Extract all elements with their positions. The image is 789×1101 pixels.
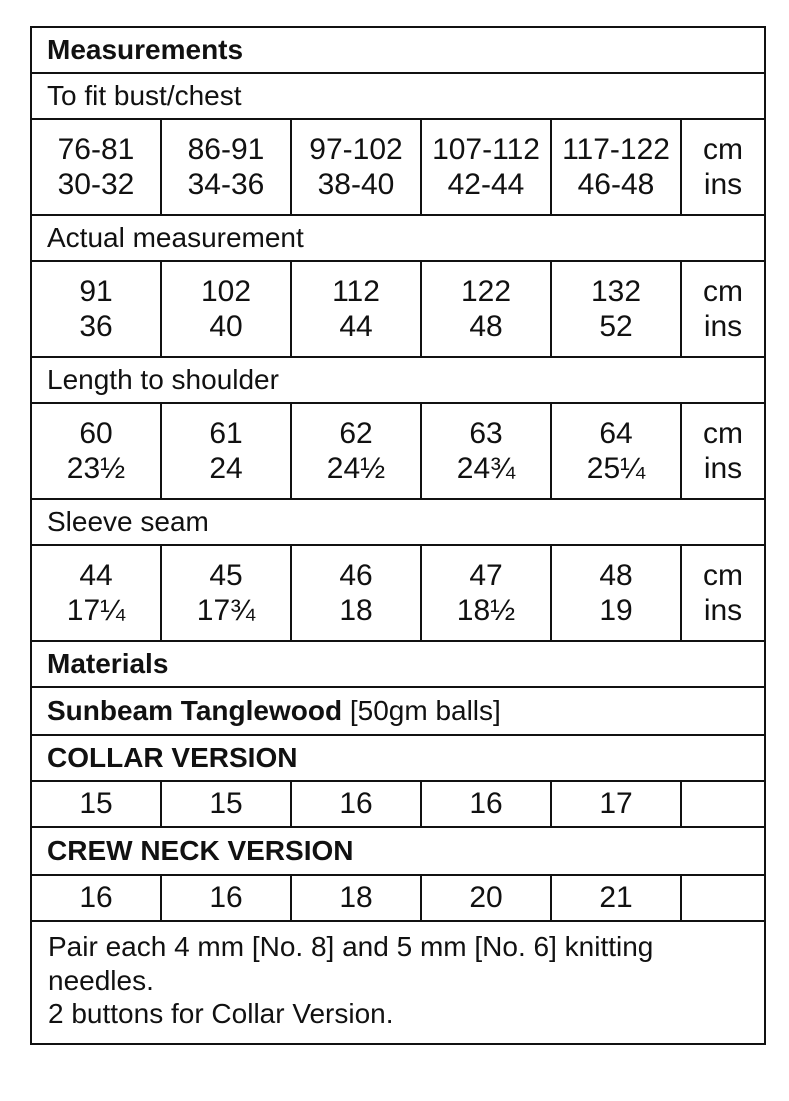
ins-value: 30-32	[57, 168, 135, 201]
yarn-line	[32, 688, 764, 736]
version-label: CREW NECK VERSION	[47, 835, 354, 866]
size-cell	[292, 404, 422, 498]
empty-cell	[682, 876, 764, 920]
ins-value: 18½	[456, 594, 516, 627]
measurements-table	[30, 26, 766, 1045]
unit-cell	[682, 546, 764, 640]
size-cell	[32, 546, 162, 640]
size-cell	[292, 120, 422, 214]
cm-value: 61	[209, 416, 243, 450]
ins-value: 36	[79, 310, 113, 343]
ins-value: 19	[599, 594, 633, 627]
yarn-name: Sunbeam Tanglewood	[47, 695, 343, 726]
note-line: 2 buttons for Collar Version.	[48, 998, 394, 1030]
ball-count-cell	[162, 876, 292, 920]
ins-value: 18	[339, 594, 373, 627]
notes	[32, 922, 764, 1043]
unit-cell	[682, 404, 764, 498]
collar-version-row	[32, 782, 764, 828]
cm-value: 44	[79, 558, 113, 592]
ball-count-cell	[292, 876, 422, 920]
size-cell	[422, 404, 552, 498]
cm-value: 86-91	[187, 132, 265, 166]
cm-value: 91	[79, 274, 113, 308]
section-label-length	[32, 358, 764, 404]
section-label-text: Actual measurement	[47, 222, 304, 253]
note-line: needles.	[48, 964, 154, 996]
unit-ins: ins	[703, 310, 743, 343]
size-cell	[292, 262, 422, 356]
ins-value: 24¾	[456, 452, 516, 485]
unit-cell	[682, 120, 764, 214]
unit-cell	[682, 262, 764, 356]
size-cell	[552, 120, 682, 214]
unit-ins: ins	[703, 168, 743, 201]
size-row-sleeve	[32, 546, 764, 642]
ball-count-cell	[162, 782, 292, 826]
section-label-sleeve	[32, 500, 764, 546]
size-cell	[552, 404, 682, 498]
ins-value: 46-48	[577, 168, 655, 201]
cm-value: 112	[332, 274, 380, 308]
unit-cm: cm	[703, 558, 743, 592]
ball-count: 17	[599, 787, 633, 821]
size-cell	[162, 404, 292, 498]
size-cell	[32, 120, 162, 214]
ball-count-cell	[32, 782, 162, 826]
ball-count-cell	[552, 782, 682, 826]
ball-count: 15	[79, 787, 113, 821]
unit-ins: ins	[703, 594, 743, 627]
measurements-heading-text: Measurements	[47, 34, 244, 65]
size-cell	[32, 262, 162, 356]
cm-value: 117-122	[562, 132, 670, 166]
collar-version-heading	[32, 736, 764, 782]
cm-value: 46	[339, 558, 373, 592]
ball-count-cell	[422, 876, 552, 920]
ins-value: 34-36	[187, 168, 265, 201]
ball-count: 16	[339, 787, 373, 821]
size-cell	[422, 262, 552, 356]
section-label-actual	[32, 216, 764, 262]
section-label-bust	[32, 74, 764, 120]
ins-value: 17¾	[196, 594, 256, 627]
section-label-text: Length to shoulder	[47, 364, 279, 395]
unit-ins: ins	[703, 452, 743, 485]
size-cell	[32, 404, 162, 498]
ball-count: 16	[469, 787, 503, 821]
version-label: COLLAR VERSION	[47, 742, 298, 773]
ball-count: 15	[209, 787, 243, 821]
ball-count: 18	[339, 881, 373, 915]
ball-count-cell	[32, 876, 162, 920]
ins-value: 44	[339, 310, 373, 343]
size-row-bust	[32, 120, 764, 216]
unit-cm: cm	[703, 132, 743, 166]
size-cell	[292, 546, 422, 640]
ins-value: 40	[209, 310, 243, 343]
size-row-length	[32, 404, 764, 500]
materials-heading	[32, 642, 764, 688]
ins-value: 25¼	[586, 452, 646, 485]
ball-count-cell	[422, 782, 552, 826]
section-label-text: To fit bust/chest	[47, 80, 242, 111]
size-cell	[552, 546, 682, 640]
cm-value: 102	[200, 274, 252, 308]
crew-neck-version-row	[32, 876, 764, 922]
ball-count: 20	[469, 881, 503, 915]
size-cell	[162, 120, 292, 214]
ins-value: 23½	[66, 452, 126, 485]
cm-value: 97-102	[309, 132, 403, 166]
cm-value: 60	[79, 416, 113, 450]
measurements-heading	[32, 28, 764, 74]
size-cell	[422, 546, 552, 640]
yarn-detail: [50gm balls]	[342, 695, 501, 726]
size-cell	[552, 262, 682, 356]
cm-value: 122	[460, 274, 512, 308]
ins-value: 24½	[326, 452, 386, 485]
crew-neck-version-heading	[32, 828, 764, 876]
ins-value: 38-40	[317, 168, 395, 201]
ins-value: 52	[599, 310, 633, 343]
cm-value: 132	[590, 274, 642, 308]
note-line: Pair each 4 mm [No. 8] and 5 mm [No. 6] knitting	[48, 931, 654, 962]
size-cell	[162, 546, 292, 640]
cm-value: 64	[599, 416, 633, 450]
ball-count-cell	[292, 782, 422, 826]
materials-heading-text: Materials	[47, 648, 169, 679]
cm-value: 76-81	[57, 132, 135, 166]
ins-value: 24	[209, 452, 243, 485]
ins-value: 48	[469, 310, 503, 343]
cm-value: 47	[469, 558, 503, 592]
size-cell	[422, 120, 552, 214]
ball-count-cell	[552, 876, 682, 920]
ball-count: 21	[599, 881, 633, 915]
section-label-text: Sleeve seam	[47, 506, 209, 537]
ball-count: 16	[209, 881, 243, 915]
cm-value: 107-112	[432, 132, 540, 166]
ins-value: 17¼	[66, 594, 126, 627]
cm-value: 62	[339, 416, 373, 450]
ball-count: 16	[79, 881, 113, 915]
unit-cm: cm	[703, 416, 743, 450]
unit-cm: cm	[703, 274, 743, 308]
size-row-actual	[32, 262, 764, 358]
ins-value: 42-44	[447, 168, 525, 201]
cm-value: 48	[599, 558, 633, 592]
cm-value: 63	[469, 416, 503, 450]
cm-value: 45	[209, 558, 243, 592]
size-cell	[162, 262, 292, 356]
empty-cell	[682, 782, 764, 826]
